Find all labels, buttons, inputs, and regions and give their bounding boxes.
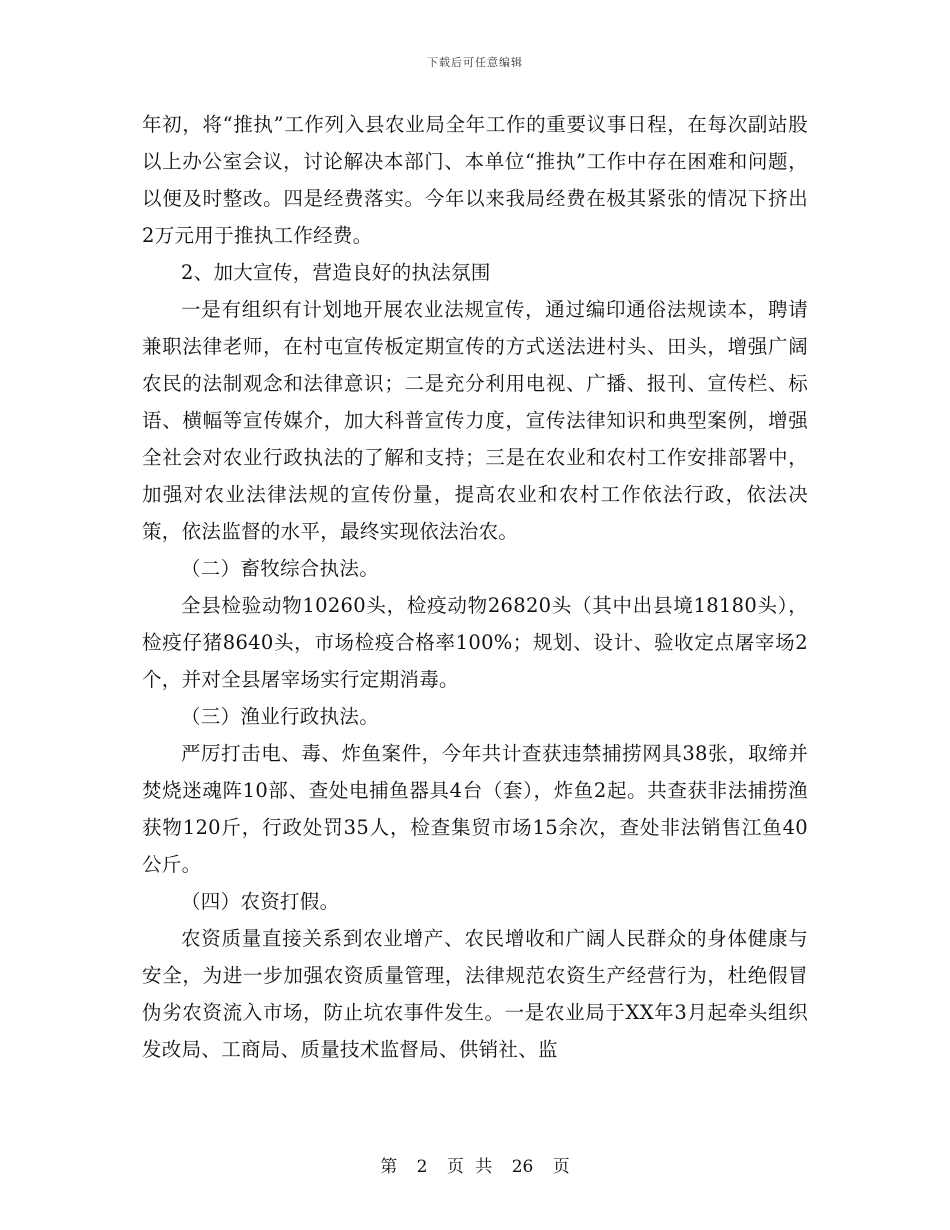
paragraph-agri-supplies: 农资质量直接关系到农业增产、农民增收和广阔人民群众的身体健康与安全，为进一步加强农资质量管理，法律规范农资生产经营行为，杜绝假冒伪劣农资流入市场，防止坑农事件发生。一是农业局于XX年3月起牵头组织发改局、工商局、质量技术监督局、供销社、监 (142, 927, 808, 1061)
paragraph-continuation: 年初，将“推执”工作列入县农业局全年工作的重要议事日程，在每次副站股以上办公室会议，讨论解决本部门、本单位“推执”工作中存在困难和问题，以便及时整改。四是经费落实。今年以来我局经费在极其紧张的情况下挤出2万元用于推执工作经费。 (142, 113, 808, 247)
footer-current-page: 2 (416, 1157, 428, 1177)
footer-prefix: 第 (380, 1157, 398, 1177)
footer-suffix: 页 (552, 1157, 570, 1177)
footer-total-pages: 26 (511, 1157, 534, 1177)
section-heading-publicity: 2、加大宣传，营造良好的执法氛围 (181, 261, 491, 284)
document-body (142, 106, 808, 1068)
page-footer (0, 1152, 950, 1177)
page-header-note: 下载后可任意编辑 (427, 56, 523, 69)
section-heading-agri-supplies: （四）农资打假。 (181, 890, 340, 913)
footer-middle: 页 共 (446, 1157, 493, 1177)
paragraph-fishery: 严厉打击电、毒、炸鱼案件，今年共计查获违禁捕捞网具38张，取缔并焚烧迷魂阵10部、查处电捕鱼器具4台（套），炸鱼2起。共查获非法捕捞渔获物120斤，行政处罚35人，检查集贸市场15余次，查处非法销售江鱼40公斤。 (142, 742, 808, 876)
paragraph-publicity: 一是有组织有计划地开展农业法规宣传，通过编印通俗法规读本，聘请兼职法律老师，在村屯宣传板定期宣传的方式送法进村头、田头，增强广阔农民的法制观念和法律意识；二是充分利用电视、广播、报刊、宣传栏、标语、横幅等宣传媒介，加大科普宣传力度，宣传法律知识和典型案例，增强全社会对农业行政执法的了解和支持；三是在农业和农村工作安排部署中，加强对农业法律法规的宣传份量，提高农业和农村工作依法行政，依法决策，依法监督的水平，最终实现依法治农。 (142, 298, 808, 543)
section-heading-livestock: （二）畜牧综合执法。 (181, 557, 380, 580)
section-heading-fishery: （三）渔业行政执法。 (181, 705, 380, 728)
paragraph-livestock: 全县检验动物10260头，检疫动物26820头（其中出县境18180头），检疫仔猪8640头，市场检疫合格率100%；规划、设计、验收定点屠宰场2个，并对全县屠宰场实行定期消毒。 (142, 594, 808, 691)
